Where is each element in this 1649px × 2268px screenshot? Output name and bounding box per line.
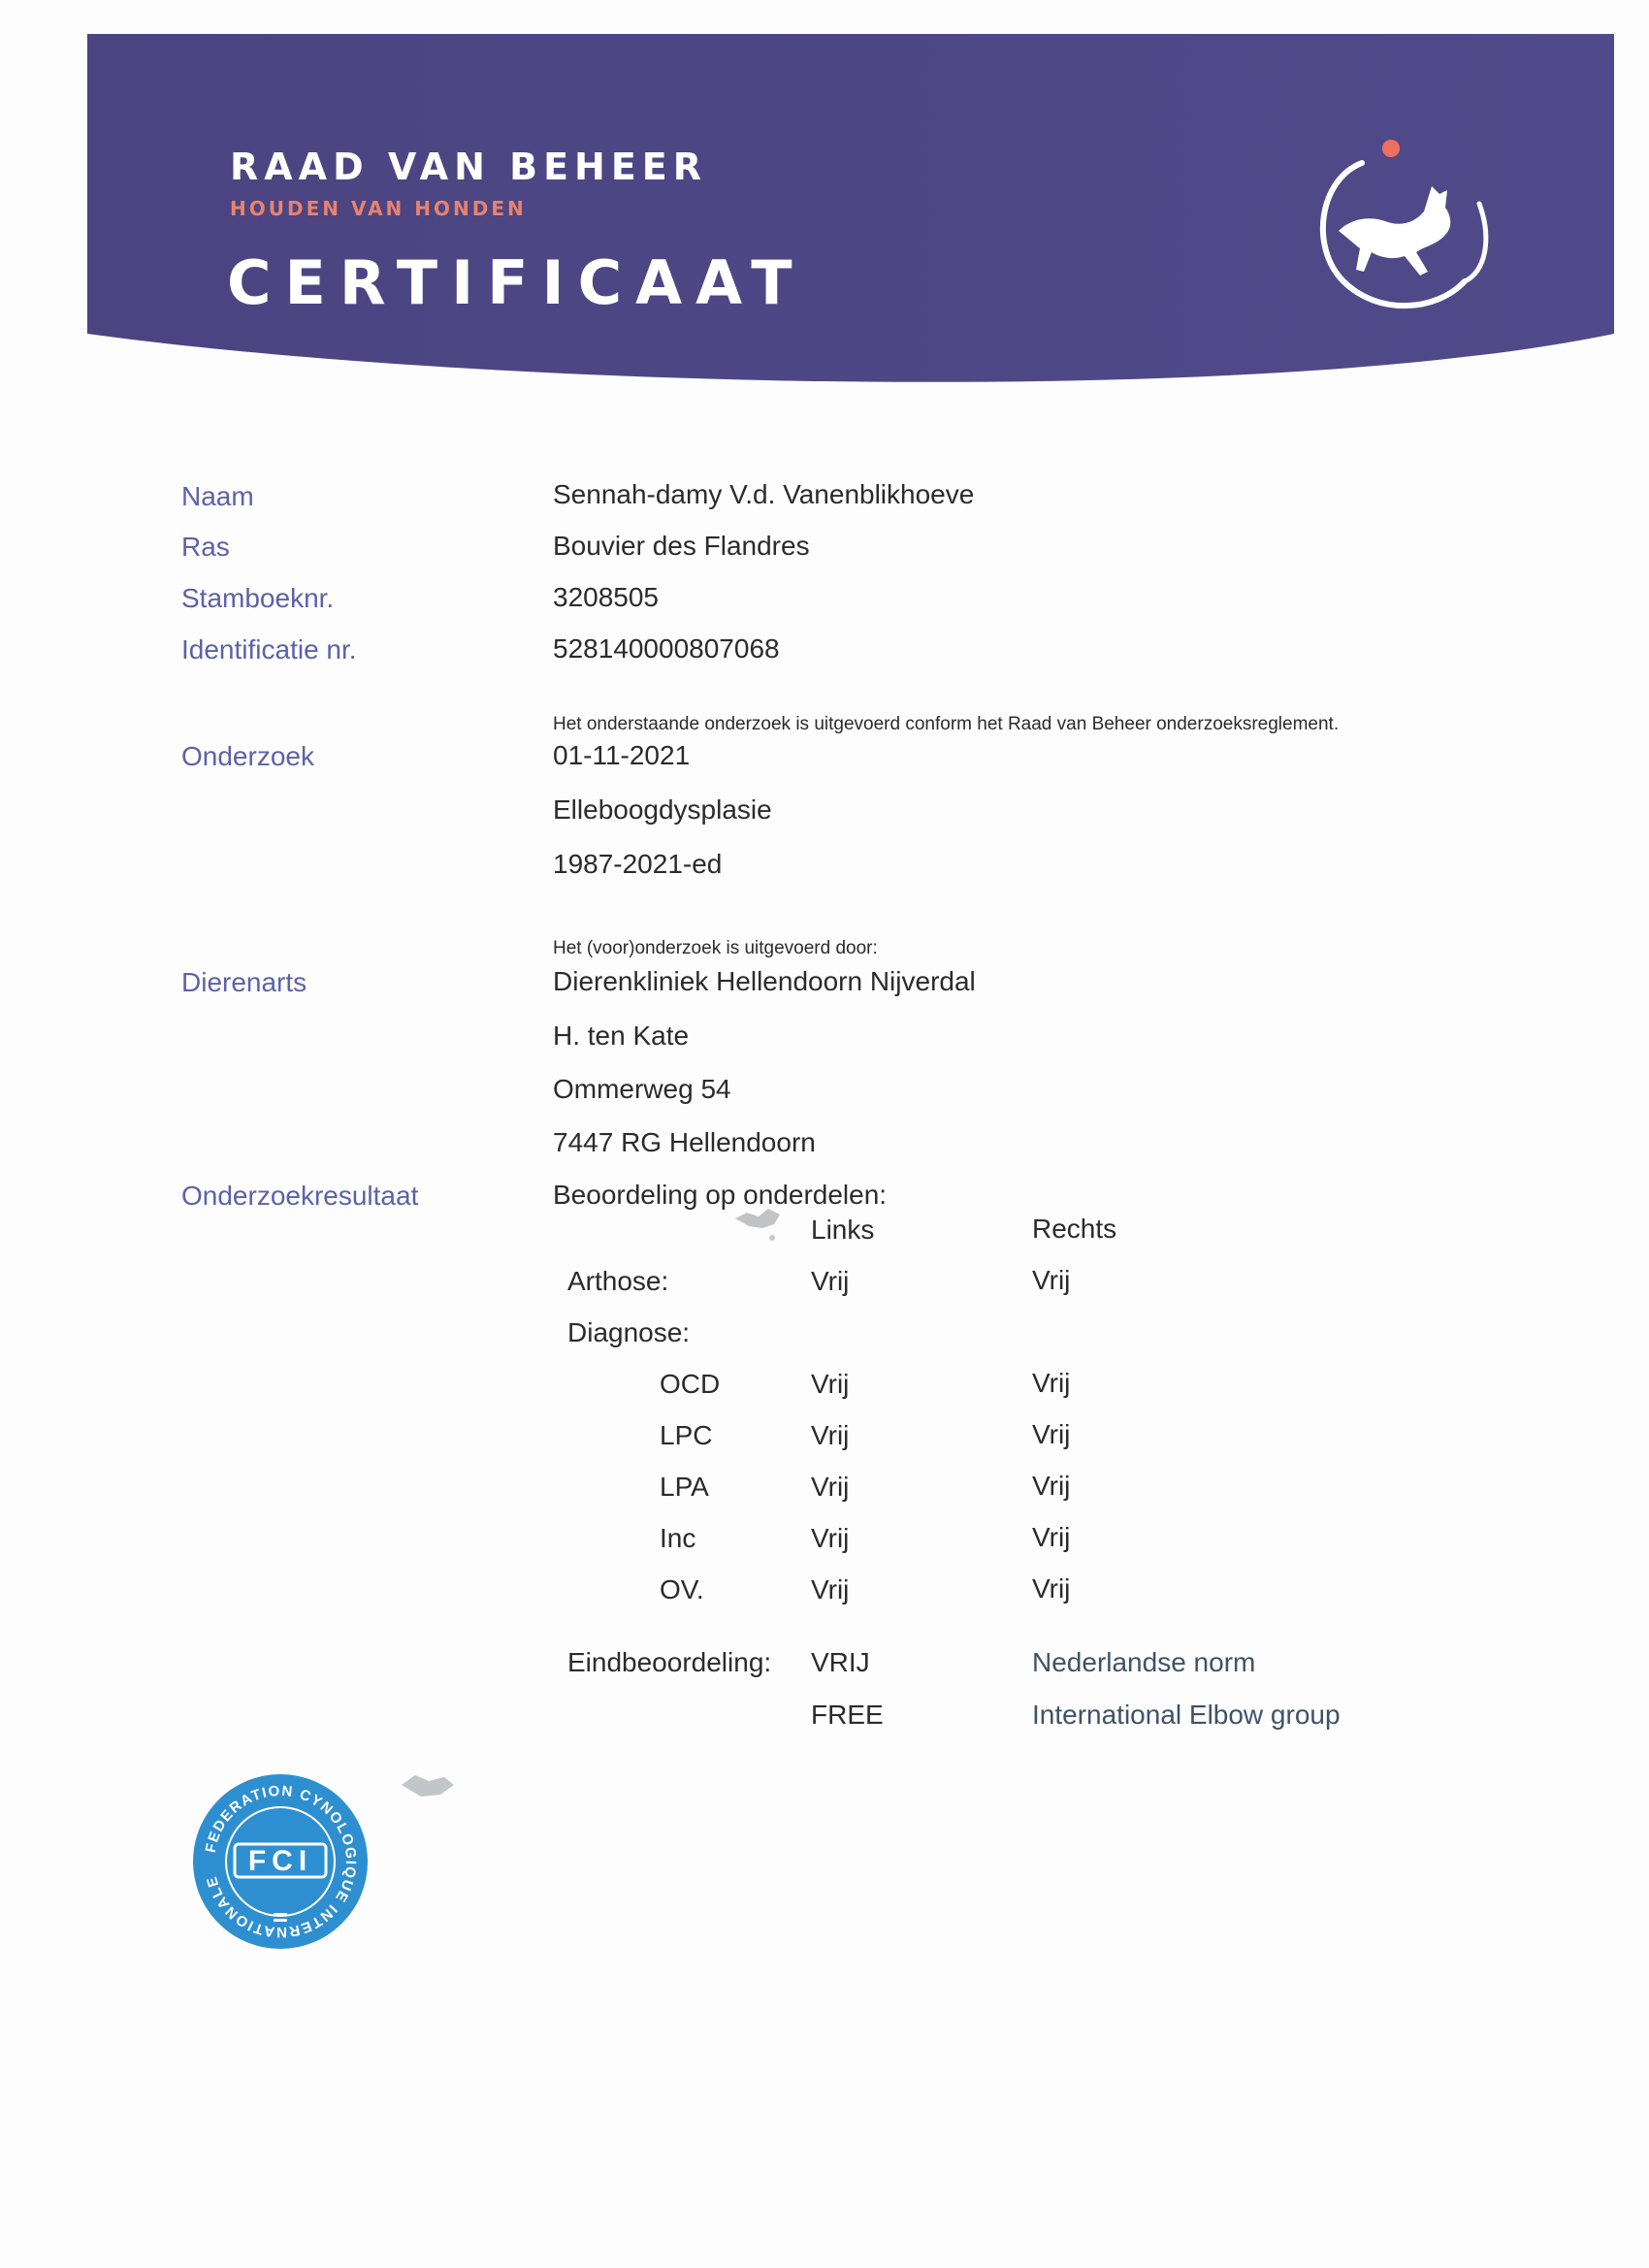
- studbook-label: Stamboeknr.: [181, 583, 335, 613]
- header-banner: [0, 0, 1649, 407]
- norm-international: International Elbow group: [1032, 1700, 1341, 1730]
- arthrosis-left: Vrij: [811, 1266, 850, 1296]
- identification-label: Identificatie nr.: [181, 634, 357, 664]
- dog-breed: Bouvier des Flandres: [553, 531, 810, 561]
- examination-date: 01-11-2021: [553, 740, 691, 770]
- diagnosis-name: LPC: [660, 1420, 713, 1450]
- veterinarian-name: H. ten Kate: [553, 1021, 690, 1051]
- studbook-number: 3208505: [553, 582, 660, 612]
- diagnosis-right: Vrij: [1032, 1471, 1071, 1501]
- column-header-left: Links: [811, 1215, 875, 1245]
- arthrosis-right: Vrij: [1032, 1265, 1071, 1295]
- result-heading: Beoordeling op onderdelen:: [553, 1180, 888, 1210]
- fci-abbreviation: FCI: [247, 1845, 313, 1877]
- arthrosis-label: Arthose:: [567, 1266, 669, 1296]
- fci-ring-text: FEDERATION CYNOLOGIQUE INTERNATIONALE: [202, 1782, 360, 1941]
- diagnosis-right: Vrij: [1032, 1573, 1071, 1604]
- diagnosis-right: Vrij: [1032, 1522, 1071, 1552]
- breed-label: Ras: [181, 532, 230, 562]
- veterinarian-label: Dierenarts: [181, 967, 307, 997]
- scan-speck-mark: [729, 1199, 807, 1247]
- diagnosis-name: Inc: [660, 1523, 696, 1553]
- examination-type: Elleboogdysplasie: [553, 794, 772, 825]
- final-assessment-label: Eindbeoordeling:: [567, 1647, 772, 1677]
- veterinarian-street: Ommerweg 54: [553, 1074, 731, 1104]
- examination-label: Onderzoek: [181, 741, 314, 771]
- dog-name: Sennah-damy V.d. Vanenblikhoeve: [553, 479, 975, 509]
- veterinarian-clinic: Dierenkliniek Hellendoorn Nijverdal: [553, 966, 976, 996]
- diagnosis-left: Vrij: [811, 1420, 850, 1450]
- final-assessment-nl: VRIJ: [811, 1647, 870, 1677]
- diagnosis-name: LPA: [660, 1472, 709, 1502]
- diagnosis-right: Vrij: [1032, 1368, 1071, 1398]
- examination-reference: 1987-2021-ed: [553, 849, 723, 879]
- diagnosis-name: OV.: [660, 1574, 704, 1604]
- veterinarian-note: Het (voor)onderzoek is uitgevoerd door:: [553, 938, 878, 958]
- veterinarian-city: 7447 RG Hellendoorn: [553, 1127, 816, 1157]
- final-assessment-int: FREE: [811, 1700, 884, 1730]
- organization-name: RAAD VAN BEHEER: [230, 146, 708, 188]
- document-title: CERTIFICAAT: [227, 247, 806, 318]
- diagnosis-label: Diagnose:: [567, 1317, 691, 1347]
- diagnosis-left: Vrij: [811, 1369, 850, 1399]
- identification-number: 528140000807068: [553, 633, 780, 664]
- diagnosis-left: Vrij: [811, 1472, 850, 1502]
- organization-tagline: HOUDEN VAN HONDEN: [230, 197, 527, 220]
- jumping-dog-logo-icon: [1300, 126, 1504, 320]
- column-header-right: Rechts: [1032, 1214, 1117, 1244]
- name-label: Naam: [181, 481, 254, 511]
- fci-seal-icon: [190, 1771, 371, 1952]
- scan-speck-mark: [396, 1767, 464, 1806]
- norm-nl: Nederlandse norm: [1032, 1647, 1256, 1677]
- diagnosis-name: OCD: [660, 1369, 721, 1399]
- result-label: Onderzoekresultaat: [181, 1181, 419, 1211]
- diagnosis-left: Vrij: [811, 1523, 850, 1553]
- diagnosis-right: Vrij: [1032, 1419, 1071, 1449]
- diagnosis-left: Vrij: [811, 1574, 850, 1604]
- examination-note: Het onderstaande onderzoek is uitgevoerd conform het Raad van Beheer onderzoeksreglement.: [553, 714, 1340, 734]
